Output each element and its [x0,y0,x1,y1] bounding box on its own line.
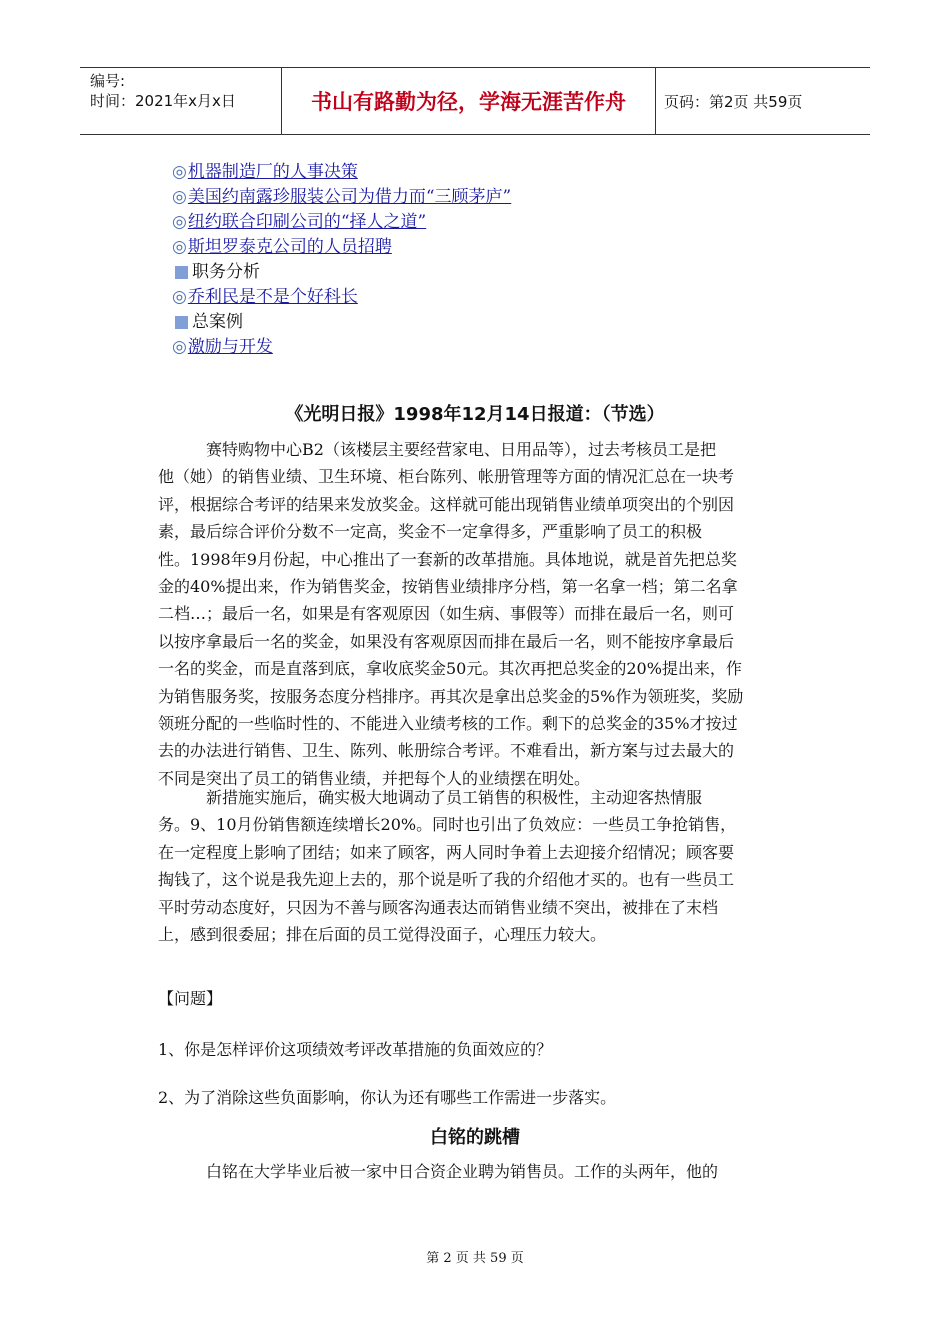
paragraph-line: 以按序拿最后一名的奖金，如果没有客观原因而排在最后一名，则不能按序拿最后 [158,631,735,651]
toc-item[interactable] [172,185,511,210]
paragraph-line: 不同是突出了员工的销售业绩，并把每个人的业绩摆在明处。 [158,768,591,788]
toc-item[interactable] [172,160,511,185]
report-paragraph-1 [158,436,794,792]
paragraph-line: 掏钱了，这个说是我先迎上去的，那个说是听了我的介绍他才买的。也有一些员工 [158,870,735,890]
paragraph-line: 二档…；最后一名，如果是有客观原因（如生病、事假等）而排在最后一名，则可 [158,604,735,624]
paragraph-line: 平时劳动态度好，只因为不善与顾客沟通表达而销售业绩不突出，被排在了末档 [158,897,719,917]
toc-section-label: 职务分析 [192,262,260,282]
table-of-contents [172,160,511,360]
header-meta [80,68,282,134]
circle-bullet-icon: ◎ [172,287,187,307]
paragraph-line: 他（她）的销售业绩、卫生环境、柜台陈列、帐册管理等方面的情况汇总在一块考 [158,467,735,487]
paragraph-line: 为销售服务奖，按服务态度分档排序。再其次是拿出总奖金的5%作为领班奖，奖励 [158,686,744,706]
circle-bullet-icon: ◎ [172,162,187,182]
circle-bullet-icon: ◎ [172,212,187,232]
toc-link[interactable]: 斯坦罗泰克公司的人员招聘 [187,237,392,257]
toc-section-label: 总案例 [192,312,243,332]
paragraph-line: 在一定程度上影响了团结；如来了顾客，两人同时争着上去迎接介绍情况；顾客要 [158,842,735,862]
circle-bullet-icon: ◎ [172,187,187,207]
toc-item[interactable] [172,285,511,310]
case-paragraph: 白铭在大学毕业后被一家中日合资企业聘为销售员。工作的头两年，他的 [158,1162,719,1181]
square-bullet-icon [175,316,188,329]
paragraph-line: 去的办法进行销售、卫生、陈列、帐册综合考评。不难看出，新方案与过去最大的 [158,741,735,761]
toc-item[interactable] [172,235,511,260]
page-header [80,67,870,135]
paragraph-line: 领班分配的一些临时性的、不能进入业绩考核的工作。剩下的总奖金的35%才按过 [158,714,738,734]
header-motto: 书山有路勤为径，学海无涯苦作舟 [282,68,656,134]
header-page-label: 页码：第2页 共59页 [664,92,803,111]
toc-link[interactable]: 乔利民是不是个好科长 [187,287,358,307]
toc-link[interactable]: 纽约联合印刷公司的“择人之道” [187,212,427,232]
document-time-label: 时间：2021年x月x日 [90,92,236,110]
paragraph-line: 新措施实施后，确实极大地调动了员工销售的积极性，主动迎客热情服 [158,788,703,807]
toc-item[interactable] [172,335,511,360]
paragraph-line: 务。9、10月份销售额连续增长20%。同时也引出了负效应：一些员工争抢销售， [158,815,737,835]
toc-item [172,310,511,335]
question-1: 1、你是怎样评价这项绩效考评改革措施的负面效应的？ [158,1040,553,1059]
page-footer: 第 2 页 共 59 页 [426,1251,524,1266]
paragraph-line: 上，感到很委屈；排在后面的员工觉得没面子，心理压力较大。 [158,925,607,945]
toc-link[interactable]: 机器制造厂的人事决策 [187,162,358,182]
paragraph-line: 性。1998年9月份起，中心推出了一套新的改革措施。具体地说，就是首先把总奖 [158,549,737,569]
question-2: 2、为了消除这些负面影响，你认为还有哪些工作需进一步落实。 [158,1088,617,1107]
circle-bullet-icon: ◎ [172,337,187,357]
toc-link[interactable]: 激励与开发 [187,337,273,357]
toc-item[interactable] [172,210,511,235]
report-paragraph-2 [158,784,794,948]
paragraph-line: 素，最后综合评价分数不一定高，奖金不一定拿得多，严重影响了员工的积极 [158,522,703,542]
paragraph-line: 一名的奖金，而是直落到底，拿收底奖金50元。其次再把总奖金的20%提出来，作 [158,659,742,679]
report-title: 《光明日报》1998年12月14日报道：（节选） [285,404,665,425]
document-number-label: 编号: [90,72,126,90]
toc-link[interactable]: 美国约南露珍服装公司为借力而“三顾茅庐” [187,187,512,207]
paragraph-line: 赛特购物中心B2（该楼层主要经营家电、日用品等），过去考核员工是把 [158,440,716,459]
toc-item [172,260,511,285]
case-title: 白铭的跳槽 [430,1127,520,1148]
paragraph-line: 评，根据综合考评的结果来发放奖金。这样就可能出现销售业绩单项突出的个别因 [158,494,735,514]
square-bullet-icon [175,266,188,279]
question-heading: 【问题】 [158,989,223,1008]
paragraph-line: 金的40%提出来，作为销售奖金，按销售业绩排序分档，第一名拿一档；第二名拿 [158,577,738,597]
circle-bullet-icon: ◎ [172,237,187,257]
